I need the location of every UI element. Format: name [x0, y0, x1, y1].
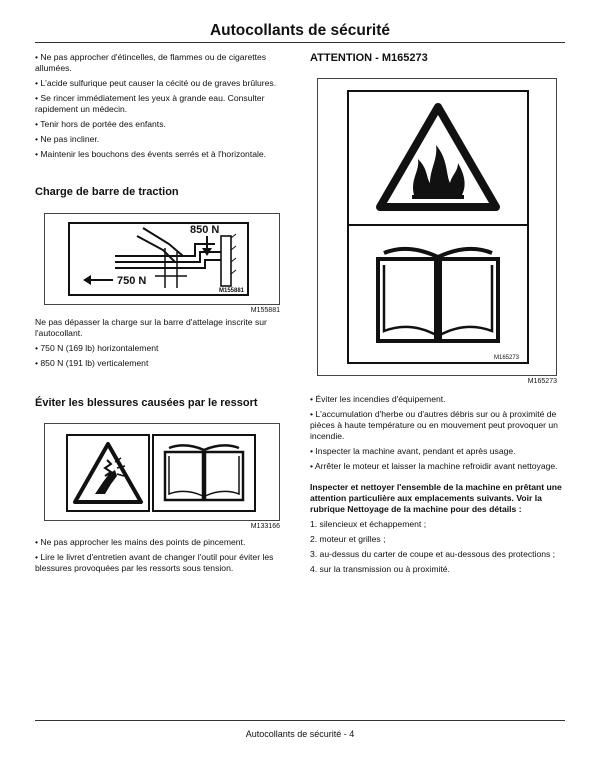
battery-bullet: • Tenir hors de portée des enfants. [35, 119, 166, 129]
header-rule [35, 42, 565, 43]
drawbar-section-title: Charge de barre de traction [35, 186, 179, 198]
figure-ref: M133166 [250, 523, 280, 530]
battery-bullet: • Se rincer immédiatement les yeux à grande eau. Consulter rapidement un médecin. [35, 93, 265, 114]
fire-bullet: • Arrêter le moteur et laisser la machine refroidir avant nettoyage. [310, 461, 558, 471]
vertical-load-label: 850 N [190, 224, 220, 236]
page-footer: Autocollants de sécurité - 4 [245, 729, 355, 739]
spring-bullet: • Ne pas approcher les mains des points de pincement. [35, 537, 246, 547]
figure-ref: M155881 [250, 307, 280, 314]
drawbar-bullet: • 750 N (169 lb) horizontalement [35, 343, 159, 353]
decal-code: M165273 [494, 355, 520, 361]
fire-bullet: • L'accumulation d'herbe ou d'autres débris sur ou à proximité de pièces à haute température ou en mouvement peut provoquer un incendie. [310, 409, 558, 441]
spring-decal-figure [44, 423, 280, 521]
battery-bullet: • Maintenir les bouchons des évents serrés et à l'horizontale. [35, 149, 267, 159]
inspection-instructions: Inspecter et nettoyer l'ensemble de la machine en prêtant une attention particulière aux emplacements suivants. Voir la rubrique Nettoyage de la machine pour des détails : [310, 482, 562, 514]
drawbar-decal-illustration [45, 214, 279, 304]
battery-bullet: • Ne pas approcher d'étincelles, de flammes ou de cigarettes allumées. [35, 52, 267, 73]
fire-decal-illustration [318, 79, 556, 375]
right-column [310, 52, 565, 579]
fire-bullet: • Inspecter la machine avant, pendant et après usage. [310, 446, 516, 456]
drawbar-bullet: • 850 N (191 lb) verticalement [35, 358, 149, 368]
spring-decal-illustration [45, 424, 279, 520]
attention-section-title: ATTENTION - M165273 [310, 52, 428, 64]
figure-ref: M165273 [527, 378, 557, 385]
inspection-item: 2. moteur et grilles ; [310, 534, 386, 544]
left-column [35, 52, 290, 578]
fire-decal-figure [317, 78, 557, 376]
drawbar-decal-figure [44, 213, 280, 305]
page-title: Autocollants de sécurité [209, 22, 390, 39]
inspection-item: 1. silencieux et échappement ; [310, 519, 427, 529]
battery-bullet: • Ne pas incliner. [35, 134, 100, 144]
battery-bullet: • L'acide sulfurique peut causer la cécité ou de graves brûlures. [35, 78, 277, 88]
decal-code: M155881 [219, 288, 245, 294]
drawbar-text: Ne pas dépasser la charge sur la barre d'attelage inscrite sur l'autocollant. [35, 317, 267, 338]
inspection-item: 4. sur la transmission ou à proximité. [310, 564, 450, 574]
fire-bullet: • Éviter les incendies d'équipement. [310, 394, 446, 404]
spring-bullet: • Lire le livret d'entretien avant de changer l'outil pour éviter les blessures provoquées par les ressorts sous tension. [35, 552, 274, 573]
spring-section-title: Éviter les blessures causées par le ressort [35, 397, 258, 409]
horizontal-load-label: 750 N [117, 275, 147, 287]
inspection-item: 3. au-dessus du carter de coupe et au-dessous des protections ; [310, 549, 556, 559]
footer-rule [35, 720, 565, 721]
